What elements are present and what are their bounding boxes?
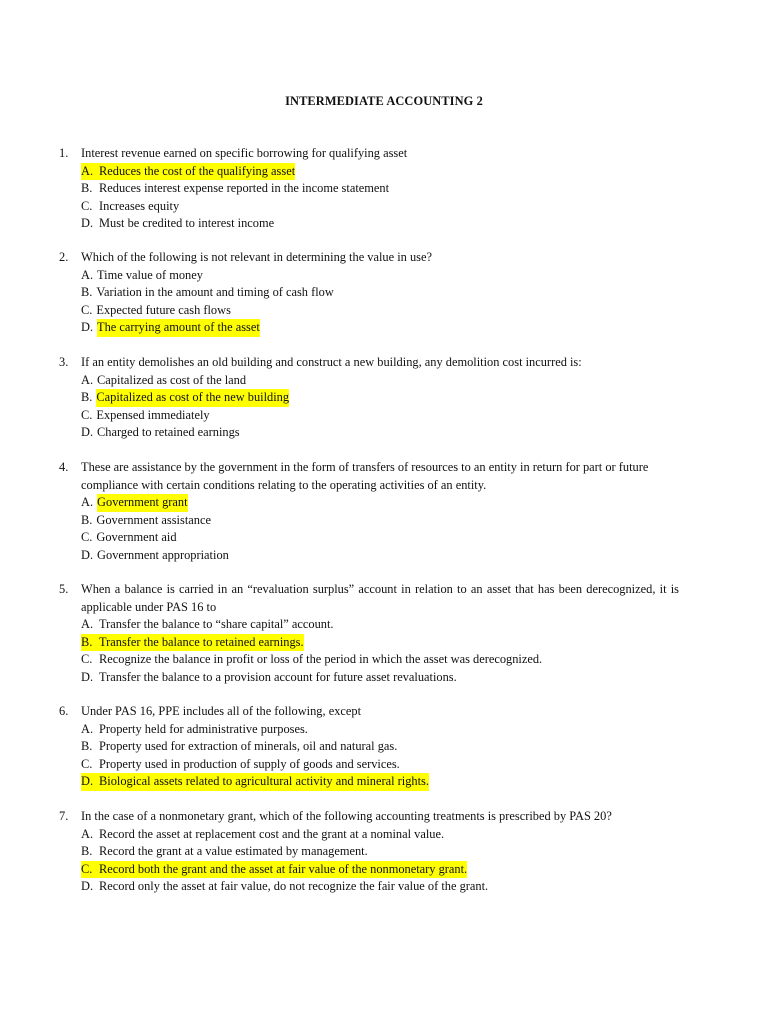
option-b — [59, 738, 679, 756]
option-b — [59, 634, 679, 652]
option-d — [59, 669, 679, 687]
option-c — [59, 756, 679, 774]
option-text-highlighted: Biological assets related to agricultural activity and mineral rights. — [99, 774, 429, 789]
question-number: 4. — [59, 460, 69, 474]
option-d — [59, 878, 689, 896]
option-a — [59, 163, 679, 181]
option-label: C. — [81, 861, 93, 876]
option-text: Expensed immediately — [96, 407, 210, 422]
option-text: Record the asset at replacement cost and the grant at a nominal value. — [99, 826, 445, 841]
option-text: Recognize the balance in profit or loss of the period in which the asset was derecognized. — [99, 652, 543, 667]
option-text: Record only the asset at fair value, do not recognize the fair value of the grant. — [99, 879, 489, 894]
option-text: Government assistance — [96, 512, 211, 527]
question-5 — [59, 581, 679, 687]
question-number: 5. — [59, 582, 69, 596]
option-label: D. — [81, 774, 94, 789]
option-a — [59, 494, 679, 512]
question-2 — [59, 249, 679, 337]
option-text: Variation in the amount and timing of cash flow — [96, 285, 334, 300]
option-label: C. — [81, 530, 93, 545]
option-label: B. — [81, 390, 93, 405]
option-label: D. — [81, 216, 94, 231]
option-text: Government aid — [96, 530, 177, 545]
option-text: Transfer the balance to a provision account for future asset revaluations. — [99, 669, 457, 684]
option-d — [59, 773, 679, 791]
option-label: B. — [81, 634, 93, 649]
option-text-highlighted: Reduces the cost of the qualifying asset — [99, 163, 296, 178]
question-4 — [59, 459, 679, 565]
option-b — [59, 180, 679, 198]
option-c — [59, 651, 679, 669]
option-label: A. — [81, 826, 94, 841]
option-b — [59, 284, 679, 302]
question-number: 1. — [59, 146, 69, 160]
option-text: Property used in production of supply of goods and services. — [99, 756, 400, 771]
option-text: Property held for administrative purposes. — [99, 721, 308, 736]
option-label: A. — [81, 495, 94, 510]
option-a — [59, 372, 679, 390]
option-text: Charged to retained earnings — [97, 425, 240, 440]
option-text-highlighted: The carrying amount of the asset — [97, 319, 260, 337]
option-c — [59, 198, 679, 216]
option-label: A. — [81, 372, 94, 387]
question-7 — [59, 808, 689, 896]
option-d — [59, 424, 679, 442]
option-text: Must be credited to interest income — [99, 216, 275, 231]
option-a — [59, 267, 679, 285]
option-label: D. — [81, 425, 94, 440]
question-text: If an entity demolishes an old building and construct a new building, any demolition cost incurred is: — [81, 355, 582, 369]
option-text-highlighted: Transfer the balance to retained earnings. — [99, 634, 304, 649]
option-d — [59, 547, 679, 565]
question-text: These are assistance by the government in the form of transfers of resources to an entity in return for part or future compliance with certain conditions relating to the operating activities of an entity. — [81, 460, 649, 492]
option-text: Transfer the balance to “share capital” account. — [99, 617, 334, 632]
option-text: Expected future cash flows — [96, 302, 231, 317]
option-b — [59, 512, 679, 530]
question-text: Interest revenue earned on specific borrowing for qualifying asset — [81, 146, 408, 160]
option-label: A. — [81, 721, 94, 736]
option-label: B. — [81, 285, 93, 300]
option-a — [59, 721, 679, 739]
option-text: Government appropriation — [97, 547, 229, 562]
option-label: C. — [81, 198, 93, 213]
question-text: In the case of a nonmonetary grant, which of the following accounting treatments is prescribed by PAS 20? — [81, 809, 612, 823]
option-label: A. — [81, 267, 94, 282]
option-label: C. — [81, 756, 93, 771]
question-text: Under PAS 16, PPE includes all of the following, except — [81, 704, 362, 718]
option-text: Reduces interest expense reported in the income statement — [99, 181, 390, 196]
option-label: B. — [81, 512, 93, 527]
option-text: Capitalized as cost of the land — [97, 372, 247, 387]
question-number: 2. — [59, 250, 69, 264]
option-label: A. — [81, 163, 94, 178]
question-3 — [59, 354, 679, 442]
option-text: Increases equity — [99, 198, 180, 213]
document-title: INTERMEDIATE ACCOUNTING 2 — [285, 94, 483, 108]
question-text: When a balance is carried in an “revaluation surplus” account in relation to an asset that has been derecognized, it is applicable under PAS 16 to — [81, 582, 679, 614]
option-label: B. — [81, 181, 93, 196]
option-a — [59, 616, 679, 634]
option-d — [59, 215, 679, 233]
option-text-highlighted: Capitalized as cost of the new building — [96, 389, 289, 407]
option-b — [59, 843, 689, 861]
option-label: B. — [81, 739, 93, 754]
option-text: Property used for extraction of minerals, oil and natural gas. — [99, 739, 398, 754]
option-c — [59, 529, 679, 547]
question-number: 3. — [59, 355, 69, 369]
option-text-highlighted: Government grant — [97, 494, 188, 512]
question-number: 7. — [59, 809, 69, 823]
option-label: D. — [81, 669, 94, 684]
option-c — [59, 861, 689, 879]
option-d — [59, 319, 679, 337]
question-text: Which of the following is not relevant in determining the value in use? — [81, 250, 432, 264]
option-label: A. — [81, 617, 94, 632]
question-6 — [59, 703, 679, 791]
option-label: B. — [81, 844, 93, 859]
option-label: C. — [81, 407, 93, 422]
option-b — [59, 389, 679, 407]
option-label: D. — [81, 320, 94, 335]
option-label: C. — [81, 302, 93, 317]
option-text: Time value of money — [97, 267, 203, 282]
option-a — [59, 826, 689, 844]
option-c — [59, 407, 679, 425]
option-text: Record the grant at a value estimated by management. — [99, 844, 368, 859]
option-text-highlighted: Record both the grant and the asset at fair value of the nonmonetary grant. — [99, 861, 468, 876]
option-label: C. — [81, 652, 93, 667]
option-label: D. — [81, 547, 94, 562]
question-1 — [59, 145, 679, 233]
option-c — [59, 302, 679, 320]
question-number: 6. — [59, 704, 69, 718]
option-label: D. — [81, 879, 94, 894]
